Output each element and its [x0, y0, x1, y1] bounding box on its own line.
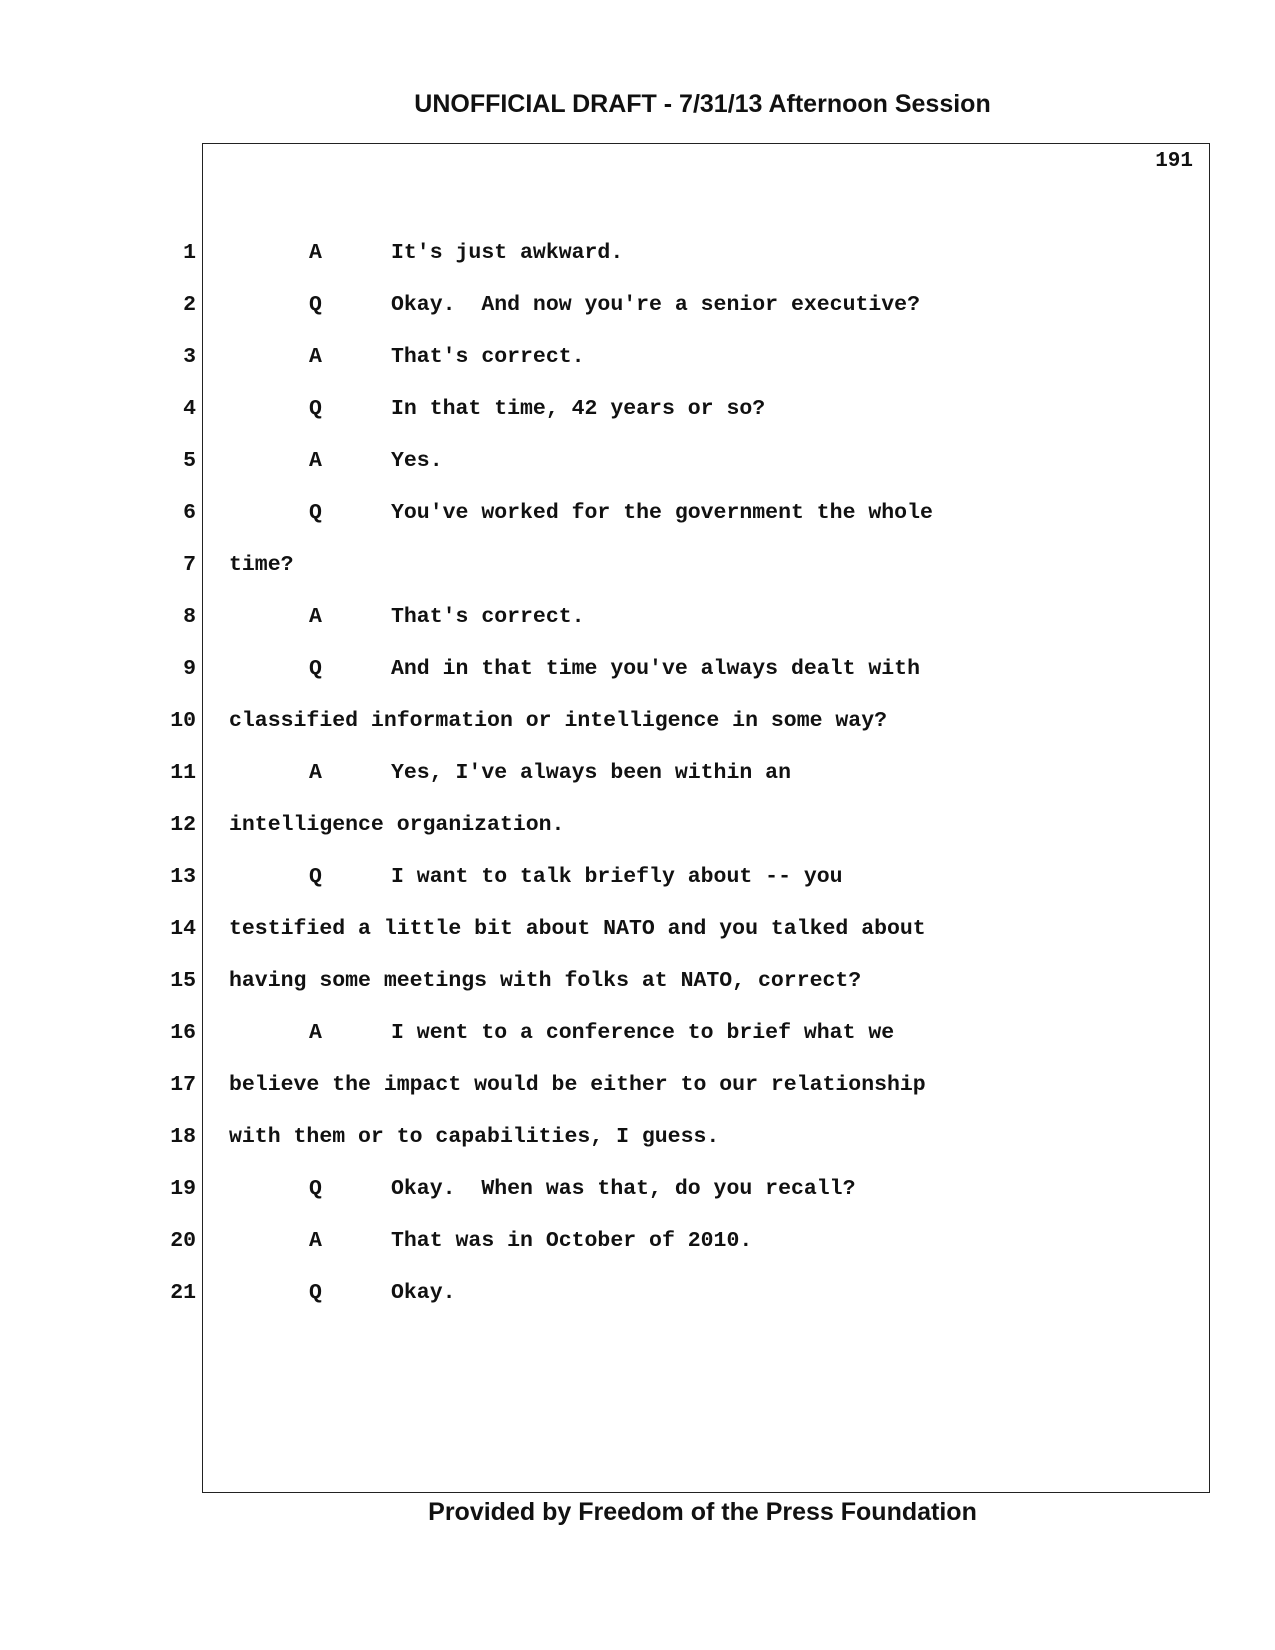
line-text: time?	[229, 553, 294, 577]
speaker-label: Q	[309, 657, 322, 681]
speaker-label: A	[309, 345, 322, 369]
line-number: 14	[170, 917, 196, 941]
transcript-line	[0, 602, 1275, 654]
line-text: Yes.	[391, 449, 443, 473]
page-footer-credit: Provided by Freedom of the Press Foundation	[428, 1498, 977, 1526]
speaker-label: Q	[309, 397, 322, 421]
speaker-label: A	[309, 605, 322, 629]
line-text: And in that time you've always dealt with	[391, 657, 920, 681]
transcript-line	[0, 810, 1275, 862]
speaker-label: A	[309, 241, 322, 265]
line-number: 16	[170, 1021, 196, 1045]
page-header-title: UNOFFICIAL DRAFT - 7/31/13 Afternoon Session	[414, 90, 991, 118]
line-text: classified information or intelligence in some way?	[229, 709, 888, 733]
line-text: Okay. And now you're a senior executive?	[391, 293, 920, 317]
transcript-line	[0, 966, 1275, 1018]
line-text: That's correct.	[391, 605, 585, 629]
line-text: That's correct.	[391, 345, 585, 369]
line-text: You've worked for the government the whole	[391, 501, 933, 525]
line-text: having some meetings with folks at NATO, correct?	[229, 969, 862, 993]
transcript-line	[0, 498, 1275, 550]
speaker-label: A	[309, 1021, 322, 1045]
line-text: believe the impact would be either to our relationship	[229, 1073, 926, 1097]
speaker-label: Q	[309, 501, 322, 525]
line-text: with them or to capabilities, I guess.	[229, 1125, 720, 1149]
line-text: intelligence organization.	[229, 813, 565, 837]
transcript-line	[0, 1122, 1275, 1174]
transcript-line	[0, 1018, 1275, 1070]
transcript-line	[0, 914, 1275, 966]
line-number: 9	[183, 657, 196, 681]
line-number: 5	[183, 449, 196, 473]
transcript-line	[0, 238, 1275, 290]
line-number: 11	[170, 761, 196, 785]
transcript-line	[0, 290, 1275, 342]
transcript-line	[0, 1174, 1275, 1226]
transcript-line	[0, 550, 1275, 602]
transcript-line	[0, 706, 1275, 758]
line-number: 4	[183, 397, 196, 421]
transcript-line	[0, 1226, 1275, 1278]
line-number: 13	[170, 865, 196, 889]
line-text: Okay.	[391, 1281, 456, 1305]
transcript-line	[0, 862, 1275, 914]
line-number: 15	[170, 969, 196, 993]
speaker-label: A	[309, 1229, 322, 1253]
line-number: 2	[183, 293, 196, 317]
speaker-label: Q	[309, 1281, 322, 1305]
line-number: 20	[170, 1229, 196, 1253]
line-number: 8	[183, 605, 196, 629]
line-text: It's just awkward.	[391, 241, 624, 265]
line-number: 12	[170, 813, 196, 837]
speaker-label: Q	[309, 865, 322, 889]
transcript-line	[0, 446, 1275, 498]
line-number: 10	[170, 709, 196, 733]
transcript-line	[0, 1278, 1275, 1330]
speaker-label: A	[309, 449, 322, 473]
transcript-line	[0, 1070, 1275, 1122]
line-number: 18	[170, 1125, 196, 1149]
line-number: 17	[170, 1073, 196, 1097]
line-text: testified a little bit about NATO and you talked about	[229, 917, 926, 941]
transcript-line	[0, 342, 1275, 394]
speaker-label: A	[309, 761, 322, 785]
line-number: 19	[170, 1177, 196, 1201]
line-text: That was in October of 2010.	[391, 1229, 753, 1253]
transcript-line	[0, 394, 1275, 446]
speaker-label: Q	[309, 293, 322, 317]
line-number: 3	[183, 345, 196, 369]
line-number: 7	[183, 553, 196, 577]
line-number: 1	[183, 241, 196, 265]
speaker-label: Q	[309, 1177, 322, 1201]
transcript-line	[0, 758, 1275, 810]
line-text: I went to a conference to brief what we	[391, 1021, 895, 1045]
transcript-line	[0, 654, 1275, 706]
line-number: 21	[170, 1281, 196, 1305]
line-text: Okay. When was that, do you recall?	[391, 1177, 856, 1201]
line-text: In that time, 42 years or so?	[391, 397, 766, 421]
line-text: I want to talk briefly about -- you	[391, 865, 843, 889]
line-number: 6	[183, 501, 196, 525]
transcript-lines	[0, 238, 1275, 1330]
line-text: Yes, I've always been within an	[391, 761, 791, 785]
page-number: 191	[1155, 150, 1193, 173]
